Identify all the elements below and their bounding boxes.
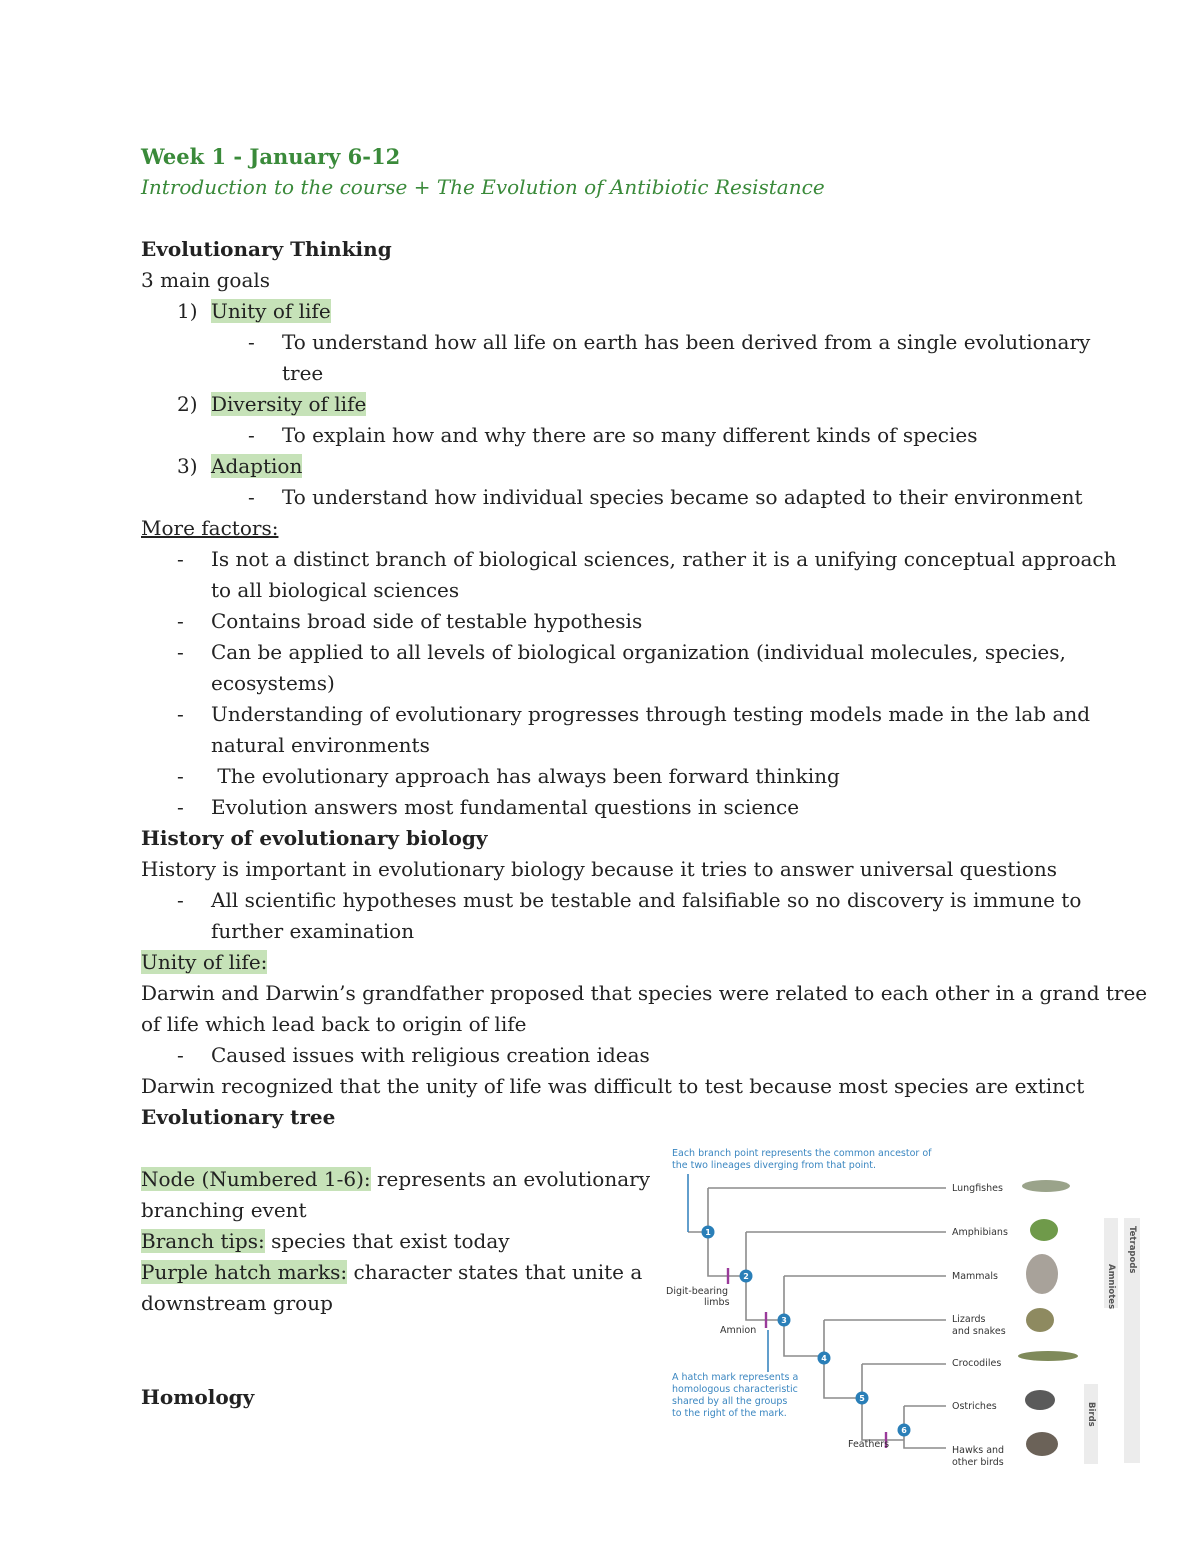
ostrich-icon bbox=[1025, 1390, 1055, 1410]
taxon-label: Ostriches bbox=[952, 1401, 997, 1412]
node-number: 6 bbox=[901, 1426, 907, 1435]
node-number: 3 bbox=[781, 1316, 787, 1325]
heading-homology: Homology bbox=[141, 1385, 255, 1409]
history-text: History is important in evolutionary biology because it tries to answer universal questions bbox=[141, 857, 1058, 881]
hatch-note-line: A hatch mark represents a bbox=[672, 1372, 799, 1383]
course-subtitle: Introduction to the course + The Evolution of Antibiotic Resistance bbox=[141, 175, 825, 199]
hatch-definition: Purple hatch marks: character states that unite a bbox=[141, 1260, 643, 1284]
unity-label: Unity of life: bbox=[141, 950, 268, 974]
factor-item: natural environments bbox=[211, 733, 430, 757]
bullet-dash: - bbox=[177, 795, 184, 819]
trait-labels bbox=[666, 1286, 889, 1450]
top-note-line: Each branch point represents the common ancestor of bbox=[672, 1148, 932, 1159]
hatch-note-line: shared by all the groups bbox=[672, 1396, 788, 1407]
goals-intro: 3 main goals bbox=[141, 268, 271, 292]
node-definition: Node (Numbered 1-6): represents an evolutionary bbox=[141, 1167, 650, 1191]
goal-label: Unity of life bbox=[211, 299, 331, 323]
factor-item: Understanding of evolutionary progresses through testing models made in the lab and bbox=[211, 702, 1091, 726]
hawk-icon bbox=[1026, 1432, 1058, 1456]
goal-number: 2) bbox=[177, 392, 198, 416]
goal-label: Adaption bbox=[211, 454, 303, 478]
goal-desc: To understand how all life on earth has been derived from a single evolutionary bbox=[282, 330, 1091, 354]
factor-item: to all biological sciences bbox=[211, 578, 460, 602]
bullet-dash: - bbox=[177, 702, 184, 726]
trait-label: Digit-bearing bbox=[666, 1286, 729, 1297]
taxon-label: and snakes bbox=[952, 1326, 1006, 1337]
taxa-labels bbox=[952, 1183, 1008, 1468]
mammal-icon bbox=[1026, 1254, 1058, 1294]
taxon-label: Crocodiles bbox=[952, 1358, 1002, 1369]
bullet-dash: - bbox=[177, 609, 184, 633]
factor-item: The evolutionary approach has always been forward thinking bbox=[211, 764, 840, 788]
bullet-dash: - bbox=[248, 423, 255, 447]
unity-text: Darwin and Darwin’s grandfather proposed that species were related to each other in a grand tree bbox=[141, 981, 1148, 1005]
trait-label: limbs bbox=[704, 1297, 730, 1308]
heading-evolutionary-tree: Evolutionary tree bbox=[141, 1105, 336, 1129]
lungfish-icon bbox=[1022, 1180, 1070, 1192]
factor-item: Evolution answers most fundamental questions in science bbox=[211, 795, 800, 819]
taxon-label: Mammals bbox=[952, 1271, 998, 1282]
amphibian-icon bbox=[1030, 1219, 1058, 1241]
unity-text: Darwin recognized that the unity of life was difficult to test because most species are extinct bbox=[141, 1074, 1085, 1098]
lizard-icon bbox=[1026, 1308, 1054, 1332]
trait-label: Amnion bbox=[720, 1325, 757, 1336]
group-label: Tetrapods bbox=[1127, 1226, 1137, 1274]
tips-definition: Branch tips: species that exist today bbox=[141, 1229, 510, 1253]
trait-label: Feathers bbox=[848, 1439, 890, 1450]
bullet-dash: - bbox=[177, 547, 184, 571]
bullet-dash: - bbox=[248, 485, 255, 509]
top-note-line: the two lineages diverging from that point. bbox=[672, 1160, 877, 1171]
history-bullet: All scientific hypotheses must be testable and falsifiable so no discovery is immune to bbox=[211, 888, 1082, 912]
unity-text: of life which lead back to origin of life bbox=[141, 1012, 527, 1036]
node-number: 4 bbox=[821, 1354, 827, 1363]
factor-item: Is not a distinct branch of biological sciences, rather it is a unifying conceptual approach bbox=[211, 547, 1117, 571]
node-number: 2 bbox=[743, 1272, 749, 1281]
taxon-label: Hawks and bbox=[952, 1445, 1005, 1456]
crocodile-icon bbox=[1018, 1351, 1078, 1361]
heading-history: History of evolutionary biology bbox=[141, 826, 488, 850]
unity-bullet: Caused issues with religious creation ideas bbox=[211, 1043, 650, 1067]
heading-evolutionary-thinking: Evolutionary Thinking bbox=[141, 237, 392, 261]
taxon-label: Lungfishes bbox=[952, 1183, 1003, 1194]
history-bullet: further examination bbox=[211, 919, 415, 943]
goal-desc: To understand how individual species became so adapted to their environment bbox=[282, 485, 1083, 509]
group-label: Amniotes bbox=[1106, 1264, 1116, 1310]
node-number: 5 bbox=[859, 1394, 865, 1403]
week-title: Week 1 - January 6-12 bbox=[141, 144, 401, 169]
animal-illustrations bbox=[1018, 1180, 1078, 1456]
factor-item: ecosystems) bbox=[211, 671, 335, 695]
bullet-dash: - bbox=[177, 888, 184, 912]
phylogenetic-tree-figure bbox=[664, 1144, 1146, 1472]
bullet-dash: - bbox=[177, 1043, 184, 1067]
taxon-label: other birds bbox=[952, 1457, 1004, 1468]
goal-number: 3) bbox=[177, 454, 198, 478]
goal-desc: To explain how and why there are so many different kinds of species bbox=[282, 423, 978, 447]
hatch-note-line: homologous characteristic bbox=[672, 1384, 798, 1395]
group-label: Birds bbox=[1086, 1402, 1096, 1427]
goal-desc: tree bbox=[282, 361, 324, 385]
taxon-label: Lizards bbox=[952, 1314, 986, 1325]
goal-number: 1) bbox=[177, 299, 198, 323]
bullet-dash: - bbox=[248, 330, 255, 354]
node-number: 1 bbox=[705, 1228, 711, 1237]
factor-item: Contains broad side of testable hypothesis bbox=[211, 609, 643, 633]
taxon-label: Amphibians bbox=[952, 1227, 1008, 1238]
more-factors-label: More factors: bbox=[141, 516, 279, 540]
hatch-note-line: to the right of the mark. bbox=[672, 1408, 787, 1419]
factor-item: Can be applied to all levels of biological organization (individual molecules, species, bbox=[211, 640, 1066, 664]
node-definition-cont: branching event bbox=[141, 1198, 307, 1222]
bullet-dash: - bbox=[177, 764, 184, 788]
goal-label: Diversity of life bbox=[211, 392, 367, 416]
bullet-dash: - bbox=[177, 640, 184, 664]
hatch-definition-cont: downstream group bbox=[141, 1291, 333, 1315]
